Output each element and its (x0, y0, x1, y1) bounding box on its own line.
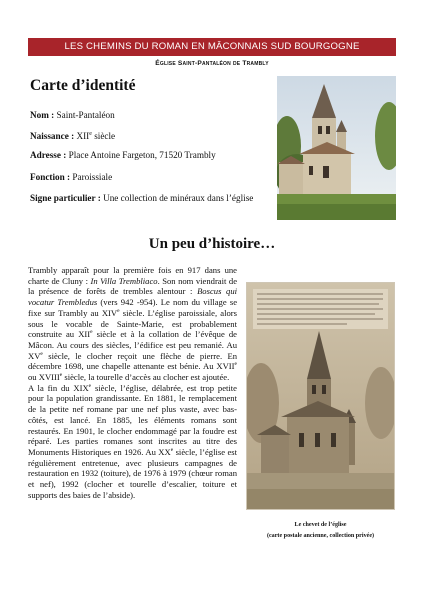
text-run: siècle, l’église est régulièrement entretenue, avec plusieurs campagnes de restauration en 1932 (toiture), de 1976 à 1979 (chœur roman et nef), 1992 (clocher et tourelle d’escalier, toiture et supports des baies de l’abside). (28, 446, 237, 500)
history-paragraph-1 (28, 265, 237, 383)
postcard-photo (247, 283, 394, 509)
id-card-title: Carte d’identité (30, 77, 136, 94)
church-photo (277, 76, 396, 220)
text-run: A la fin du XIX (28, 382, 89, 393)
caption-line-1: Le chevet de l’église (294, 522, 347, 528)
superscript: e (40, 350, 43, 357)
field-value: Une collection de minéraux dans l’église (100, 193, 254, 203)
field-name (30, 108, 265, 123)
history-title: Un peu d’histoire… (148, 236, 276, 252)
postcard-photo-icon (247, 283, 394, 509)
superscript: e (88, 382, 92, 389)
superscript: e (90, 329, 93, 336)
field-value: Saint-Pantaléon (54, 110, 115, 120)
caption-line-2: (carte postale ancienne, collection privée) (266, 532, 375, 539)
postcard-caption (247, 520, 394, 541)
field-value: Place Antoine Fargeton, 71520 Trambly (66, 150, 216, 160)
field-label: Naissance : (30, 131, 75, 142)
text-run: . Son nom viendrait de la présence de forêts de trembles alentour : (28, 275, 238, 297)
field-birth (30, 127, 265, 144)
history-text (28, 265, 237, 500)
text-run-italic: Boscus qui vocatur Trembledus (28, 286, 237, 308)
church-photo-icon (277, 76, 396, 220)
text-run: siècle, le clocher reçoit une flèche de pierre. En décembre 1698, une chapelle attenante est bénie. Au XVII (28, 350, 237, 372)
text-run: siècle, l’église, délabrée, est trop petite pour la population grandissante. En 1881, le remplacement de la petite nef romane par une nef plus vaste, avec bas-côtés, est lancé. En 1885, les éléments romans sont restaurés. En 1901, le clocher endommagé par la foudre est réparé. Les parties romanes sont inscrites au titre des Monuments Historiques en 1926. Au XX (28, 382, 237, 457)
field-label: Fonction : (30, 172, 71, 182)
text-run-italic: In Villa Trembliaco (90, 275, 158, 286)
text-run: (vers 942 -954). Le nom du village se fixe sur Trambly au XIV (28, 297, 238, 318)
field-function (30, 170, 265, 185)
history-paragraph-2 (28, 383, 237, 501)
field-label: Adresse : (30, 150, 67, 160)
superscript: e (117, 307, 120, 314)
field-label: Nom : (30, 110, 55, 120)
field-value: siècle (91, 131, 116, 142)
text-run: Trambly apparaît pour la première fois en 917 dans une charte de Cluny : (28, 265, 237, 286)
text-run: ou XVIII (28, 372, 60, 383)
field-address (30, 148, 265, 163)
superscript: e (234, 361, 237, 368)
superscript: e (59, 372, 63, 379)
field-value: XII (74, 131, 90, 142)
field-particular-sign (30, 191, 265, 206)
header-banner: LES CHEMINS DU ROMAN EN MÂCONNAIS SUD BOURGOGNE (28, 38, 396, 56)
text-run: siècle et à la collation de l’évêque de Mâcon. Au cours des siècles, l’édifice est peu remanié. Au XV (28, 329, 237, 361)
superscript: e (89, 131, 92, 137)
text-run: siècle. L’église paroissiale, alors sous le vocable de Sainte-Marie, est probablement construite au XII (28, 307, 237, 340)
document-subtitle: Église Saint-Pantaléon de Trambly (155, 60, 269, 67)
text-run: siècle, la tourelle d’accès au clocher est ajoutée. (62, 372, 230, 383)
field-label: Signe particulier : (30, 193, 101, 203)
field-value: Paroissiale (70, 172, 113, 182)
superscript: e (170, 447, 174, 454)
